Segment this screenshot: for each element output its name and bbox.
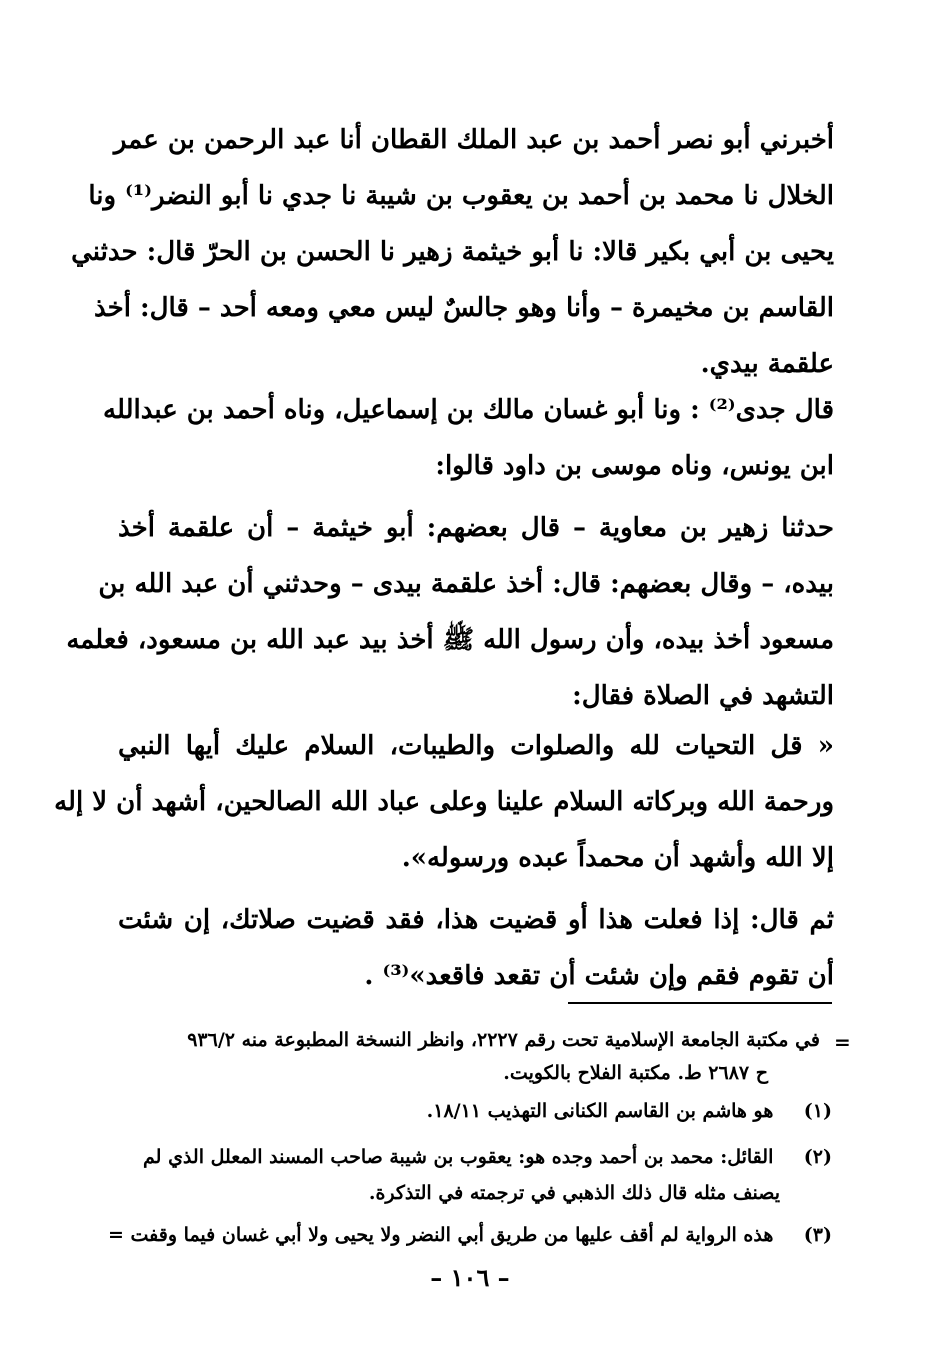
text-line: حدثنا زهير بن معاوية – قال بعضهم: أبو خيثمة – أن علقمة أخذ bbox=[118, 513, 834, 543]
text-line: قال جدى⁽²⁾ : ونا أبو غسان مالك بن إسماعيل، وناه أحمد بن عبدالله bbox=[103, 395, 834, 425]
footnote-number: (٢) bbox=[803, 1146, 832, 1168]
text-line: بيده، – وقال بعضهم: قال: أخذ علقمة بيدى – وحدثني أن عبد الله بن bbox=[98, 569, 834, 599]
text-line: « قل التحيات لله والصلوات والطيبات، السلام عليك أيها النبي bbox=[118, 731, 834, 761]
text-line: أن تقوم فقم وإن شئت أن تقعد فاقعد»⁽³⁾ . bbox=[364, 961, 834, 991]
text-line: يحيى بن أبي بكير قالا: نا أبو خيثمة زهير نا الحسن بن الحرّ قال: حدثني bbox=[71, 237, 834, 267]
footnote-continuation-line: ح ٢٦٨٧ ط. مكتبة الفلاح بالكويت. bbox=[503, 1062, 768, 1084]
footnote-2-continued: يصنف مثله قال ذلك الذهبي في ترجمته في التذكرة. bbox=[368, 1182, 780, 1204]
text-line: أخبرني أبو نصر أحمد بن عبد الملك القطان أنا عبد الرحمن بن عمر bbox=[113, 125, 834, 155]
footnote-separator bbox=[568, 1002, 832, 1004]
text-line: القاسم بن مخيمرة – وأنا وهو جالسٌ ليس معي ومعه أحد – قال: أخذ bbox=[93, 293, 834, 323]
footnote-1 bbox=[427, 1096, 832, 1126]
footnote-number: (١) bbox=[803, 1100, 832, 1122]
text-line: ابن يونس، وناه موسى بن داود قالوا: bbox=[435, 451, 834, 481]
footnote-number: (٣) bbox=[803, 1224, 832, 1246]
footnote-text: القائل: محمد بن أحمد وجده هو: يعقوب بن شيبة صاحب المسند المعلل الذي لم bbox=[143, 1146, 774, 1168]
paragraph-5 bbox=[118, 892, 834, 1004]
paragraph-4 bbox=[54, 718, 834, 886]
paragraph-3 bbox=[66, 500, 834, 724]
page-number: – ١٠٦ – bbox=[430, 1263, 510, 1292]
text-line: مسعود أخذ بيده، وأن رسول الله ﷺ أخذ بيد عبد الله بن مسعود، فعلمه bbox=[66, 625, 834, 655]
paragraph-2 bbox=[103, 382, 834, 494]
footnote-text: هو هاشم بن القاسم الكنانى التهذيب ١٨/١١. bbox=[426, 1100, 774, 1122]
footnote-2 bbox=[143, 1142, 832, 1172]
text-line: إلا الله وأشهد أن محمداً عبده ورسوله». bbox=[401, 843, 834, 873]
text-line: علقمة بيدي. bbox=[700, 349, 834, 379]
text-line: ثم قال: إذا فعلت هذا أو قضيت هذا، فقد قضيت صلاتك، إن شئت bbox=[118, 905, 834, 935]
text-line: الخلال نا محمد بن أحمد بن يعقوب بن شيبة نا جدي نا أبو النضر⁽¹⁾ ونا bbox=[88, 181, 834, 211]
text-line: التشهد في الصلاة فقال: bbox=[572, 681, 834, 711]
text-line: ورحمة الله وبركاته السلام علينا وعلى عباد الله الصالحين، أشهد أن لا إله bbox=[54, 787, 834, 817]
footnote-continuation-marker: = bbox=[834, 1030, 851, 1054]
paragraph-1 bbox=[71, 112, 834, 392]
footnote-text: هذه الرواية لم أقف عليها من طريق أبي النضر ولا يحيى ولا أبي غسان فيما وقفت = bbox=[107, 1224, 774, 1246]
footnote-3 bbox=[108, 1220, 832, 1250]
footnote-continuation-line: في مكتبة الجامعة الإسلامية تحت رقم ٢٢٢٧، وانظر النسخة المطبوعة منه ٩٣٦/٢ bbox=[187, 1029, 820, 1051]
